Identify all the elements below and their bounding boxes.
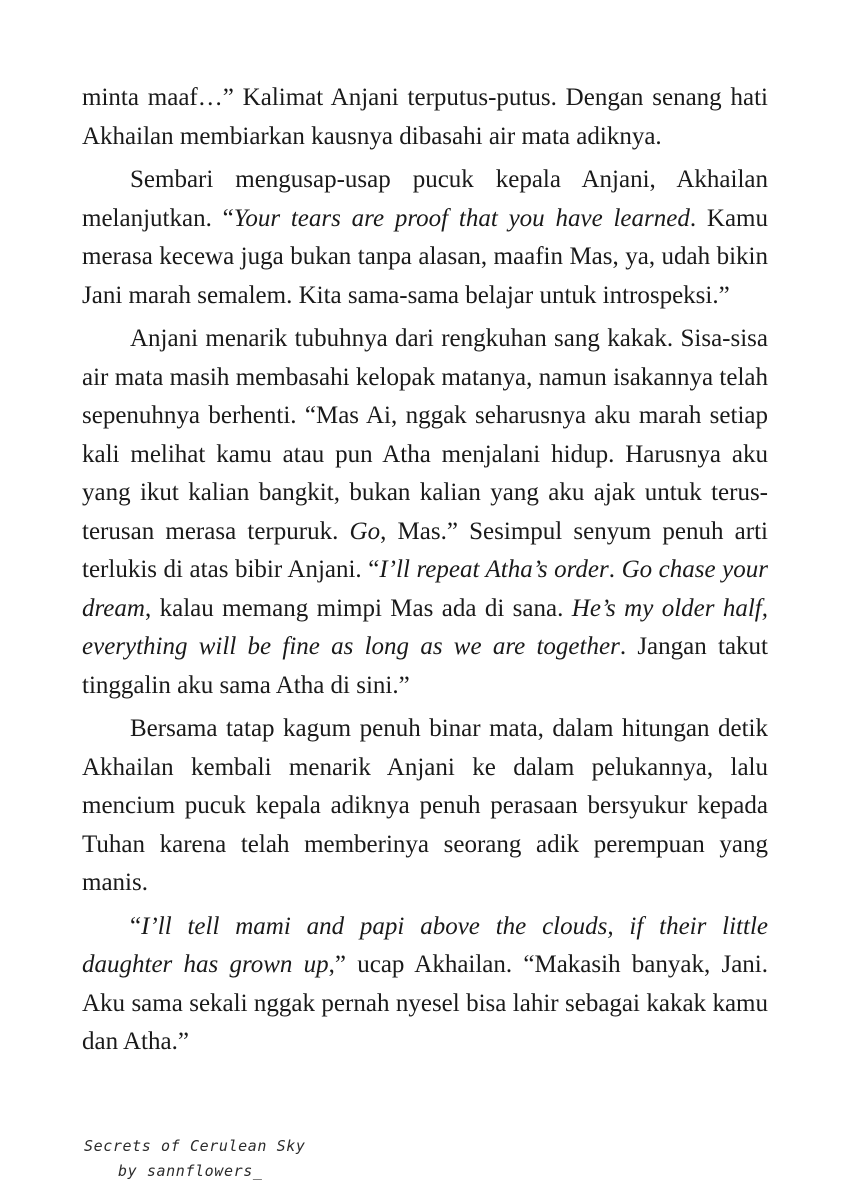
- signature-title: Secrets of Cerulean Sky: [84, 1137, 306, 1155]
- italic-text: He’s my older half, everything will be fine as long as we are together: [82, 594, 769, 660]
- paragraph: [82, 79, 768, 156]
- author-signature: [84, 1134, 306, 1184]
- text-segment: Bersama tatap kagum penuh binar mata, dalam hitungan detik Akhailan kembali menarik Anjani ke dalam pelukannya, lalu mencium pucuk kepala adiknya penuh perasaan bersyukur kepada Tuhan karena telah memberinya seorang adik perempuan yang manis.: [82, 715, 768, 896]
- text-segment: . Kamu merasa kecewa juga bukan tanpa alasan, maafin Mas, ya, udah bikin Jani marah semalem. Kita sama-sama belajar untuk introspeksi.”: [82, 204, 768, 309]
- text-segment: Sembari mengusap-usap pucuk kepala Anjani, Akhailan melanjutkan. “: [82, 166, 768, 232]
- signature-author: by sannflowers_: [118, 1162, 263, 1180]
- text-segment: Anjani menarik tubuhnya dari rengkuhan sang kakak. Sisa-sisa air mata masih membasahi kelopak matanya, namun isakannya telah sepenuhnya berhenti. “Mas Ai, nggak seharusnya aku marah setiap kali melihat kamu atau pun Atha menjalani hidup. Harusnya aku yang ikut kalian bangkit, bukan kalian yang aku ajak untuk terus-terusan merasa terpuruk.: [82, 325, 768, 545]
- text-segment: . Jangan takut tinggalin aku sama Atha di sini.”: [82, 633, 768, 699]
- paragraph: [82, 908, 768, 1062]
- paragraph: [82, 161, 768, 315]
- paragraph: [82, 710, 768, 903]
- text-segment: .: [608, 556, 622, 583]
- italic-text: Go: [349, 517, 381, 545]
- italic-text: Go chase your dream: [82, 556, 768, 622]
- text-segment: ,” ucap Akhailan. “Makasih banyak, Jani. Aku sama sekali nggak pernah nyesel bisa lahir sebagai kakak kamu dan Atha.”: [82, 951, 768, 1055]
- italic-text: I’ll repeat Atha’s order: [379, 556, 609, 583]
- text-segment: “: [130, 912, 142, 940]
- italic-text: I’ll tell mami and papi above the clouds, if their little daughter has grown up: [82, 912, 768, 978]
- text-segment: , Mas.” Sesimpul senyum penuh arti terlukis di atas bibir Anjani. “: [82, 517, 768, 583]
- text-segment: minta maaf…” Kalimat Anjani terputus-putus. Dengan senang hati Akhailan membiarkan kausnya dibasahi air mata adiknya.: [82, 84, 768, 150]
- page-body-text: [82, 79, 768, 1067]
- text-segment: , kalau memang mimpi Mas ada di sana.: [144, 594, 572, 622]
- italic-text: Your tears are proof that you have learned: [233, 204, 690, 232]
- paragraph: [82, 320, 768, 705]
